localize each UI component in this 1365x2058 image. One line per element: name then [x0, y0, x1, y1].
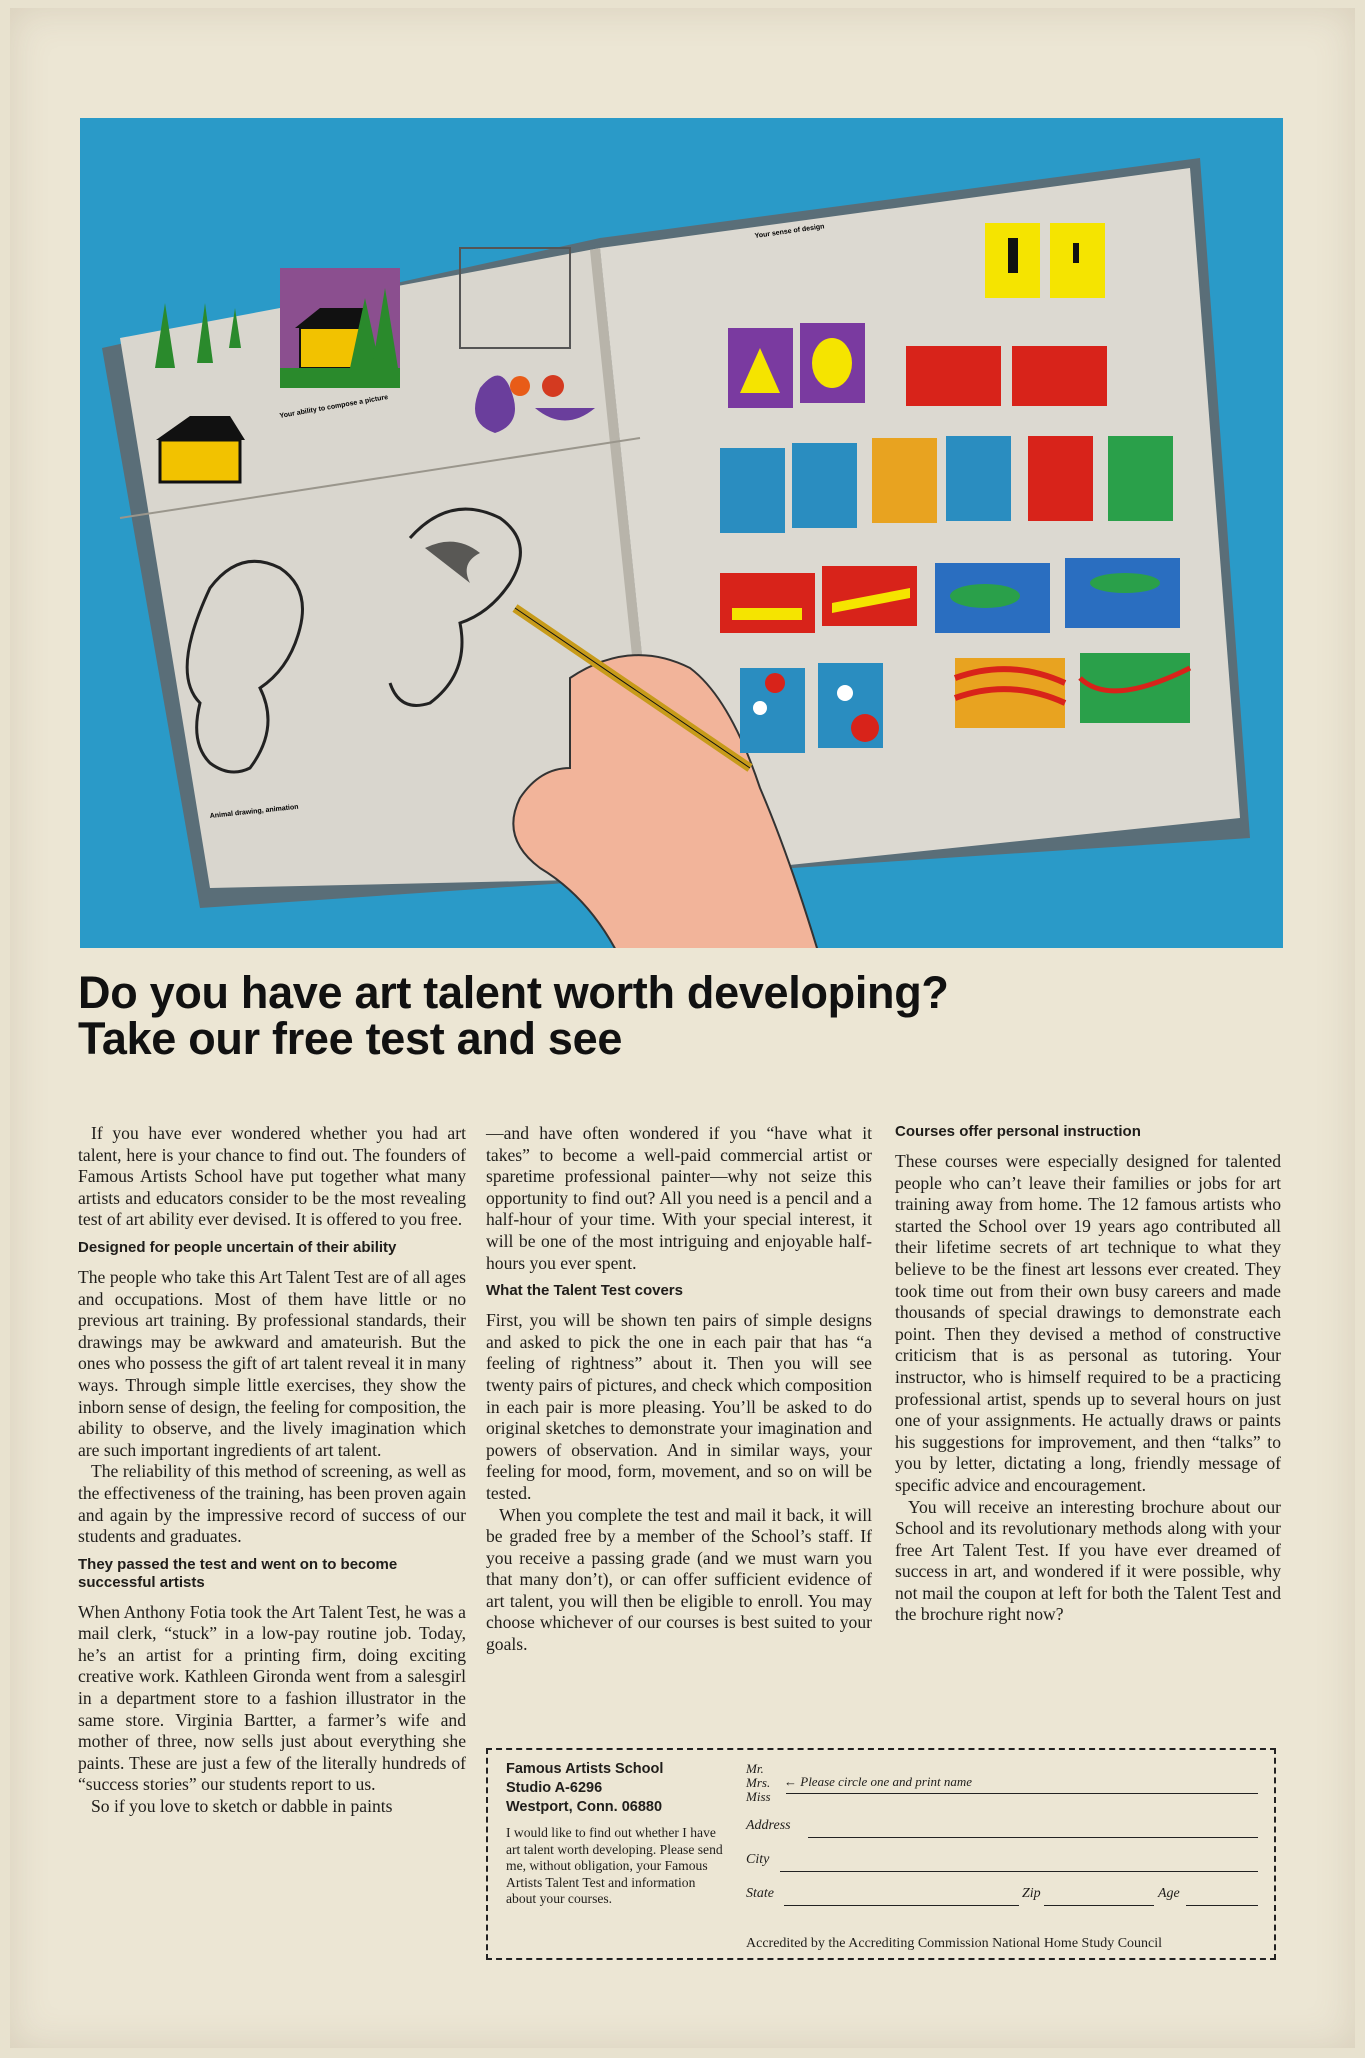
body-column-2 [486, 1123, 872, 1656]
name-hint: ← Please circle one and print name [784, 1774, 972, 1789]
subheading: Courses offer personal instruction [895, 1123, 1141, 1140]
city-field[interactable] [780, 1871, 1258, 1872]
subheading: Designed for people uncertain of their ability [78, 1238, 397, 1256]
title-miss[interactable]: Miss [746, 1789, 771, 1804]
paragraph: So if you love to sketch or dabble in paints [91, 1796, 393, 1817]
coupon-request-text: I would like to find out whether I have art talent worth developing. Please send me, without obligation, your Famous Artists Talent Test and information about your courses. [506, 1825, 723, 1906]
studio-code: Studio A-6296 [506, 1780, 603, 1796]
headline-line-1: Do you have art talent worth developing? [78, 967, 949, 1018]
coupon-form [746, 1762, 1258, 1912]
school-city: Westport, Conn. 06880 [506, 1799, 663, 1815]
paragraph: When you complete the test and mail it back, it will be graded free by a member of the School’s staff. If you receive a passing grade (and we must warn you that many don’t), or can offer sufficient evidence of art talent, you will then be eligible to enroll. You may choose whichever of our courses is best suited to your goals. [486, 1504, 872, 1655]
ad-headline [78, 967, 1278, 1064]
state-zip-age-row [746, 1878, 1258, 1912]
age-field[interactable] [1186, 1905, 1258, 1906]
paragraph: The people who take this Art Talent Test are of all ages and occupations. Most of them have little or no previous art training. By professional standards, their drawings may be awkward and amateurish. But the ones who possess the gift of art talent reveal it in many ways. Through simple little exercises, they show the inborn sense of design, the feeling for composition, the ability to observe, and the lively imagination which are such important ingredients of art talent. [78, 1266, 466, 1460]
state-field[interactable] [784, 1905, 1019, 1906]
school-name: Famous Artists School [506, 1761, 664, 1777]
zip-label: Zip [1022, 1886, 1041, 1901]
name-field[interactable] [786, 1793, 1258, 1794]
title-mr[interactable]: Mr. [746, 1761, 764, 1776]
headline-line-2: Take our free test and see [78, 1013, 623, 1064]
zip-field[interactable] [1044, 1905, 1154, 1906]
age-label: Age [1158, 1886, 1180, 1901]
paragraph: These courses were especially designed for talented people who can’t leave their families or jobs for art training away from home. The 12 famous artists who started the School over 19 years ago contributed all their lifetime secrets of art technique to what they believe to be the finest art lessons ever created. They took time out from their own busy careers and made thousands of special drawings to demonstrate each point. Then they devised a method of constructive criticism that is as personal as tutoring. Your instructor, who is himself required to be a practicing professional artist, spends up to several hours on just one of your assignments. He actually draws or paints his suggestions for improvement, and then “talks” to you by letter, dictating a long, friendly message of specific advice and encouragement. [895, 1151, 1281, 1495]
art-talent-test-illustration [80, 118, 1283, 948]
address-label: Address [746, 1818, 791, 1833]
city-row [746, 1844, 1258, 1878]
paragraph: First, you will be shown ten pairs of simple designs and asked to pick the one in each pair that has “a feeling of rightness” about it. Then you will see twenty pairs of pictures, and check which composition in each pair is more pleasing. You’ll be asked to do original sketches to demonstrate your imagination and powers of observation. And in similar ways, your feeling for mood, form, movement, and so on will be tested. [486, 1310, 872, 1503]
accreditation-note: Accredited by the Accrediting Commission National Home Study Council [746, 1936, 1163, 1951]
paragraph: You will receive an interesting brochure about our School and its revolutionary methods along with your free Art Talent Test. If you have ever dreamed of success in art, and wondered if it were possible, why not mail the coupon at left for both the Talent Test and the brochure right now? [895, 1496, 1281, 1625]
magazine-page [10, 8, 1355, 2048]
paragraph: —and have often wondered if you “have what it takes” to become a well-paid commercial artist or sparetime professional painter—why not seize this opportunity to find out? All you need is a pencil and a half-hour of your time. With your special interest, it will be one of the most intriguing and enjoyable half-hours you ever spent. [486, 1123, 872, 1273]
paragraph: If you have ever wondered whether you had art talent, here is your chance to find out. The founders of Famous Artists School have put together what many artists and educators consider to be the most revealing test of art ability ever devised. It is offered to you free. [78, 1123, 466, 1230]
paragraph: The reliability of this method of screening, as well as the effectiveness of the training, has been proven again and again by the impressive record of success of our students and graduates. [78, 1461, 466, 1547]
open-test-booklet-drawing [80, 118, 1283, 948]
address-field[interactable] [808, 1837, 1258, 1838]
body-column-1 [78, 1123, 466, 1818]
paragraph: When Anthony Fotia took the Art Talent Test, he was a mail clerk, “stuck” in a low-pay routine job. Today, he’s an artist for a printing firm, doing exciting creative work. Kathleen Gironda went from a salesgirl in a department store to a fashion illustrator in the same store. Virginia Bartter, a farmer’s wife and mother of three, now sells just about everything she paints. These are just a few of the literally hundreds of “success stories” our students report to us. [78, 1601, 466, 1795]
animal-section-title: Animal drawing, animation [209, 803, 299, 820]
design-section-title: Your sense of design [754, 223, 825, 240]
mail-in-coupon[interactable] [486, 1748, 1276, 1960]
city-label: City [746, 1852, 770, 1867]
compose-section-title: Your ability to compose a picture [279, 393, 389, 420]
body-column-3 [895, 1123, 1281, 1626]
address-row [746, 1810, 1258, 1844]
name-row [746, 1762, 1258, 1810]
subheading: They passed the test and went on to become successful artists [78, 1555, 398, 1591]
subheading: What the Talent Test covers [486, 1282, 683, 1300]
title-mrs[interactable]: Mrs. [746, 1775, 771, 1790]
coupon-address-block [506, 1760, 724, 1908]
state-label: State [746, 1886, 774, 1901]
